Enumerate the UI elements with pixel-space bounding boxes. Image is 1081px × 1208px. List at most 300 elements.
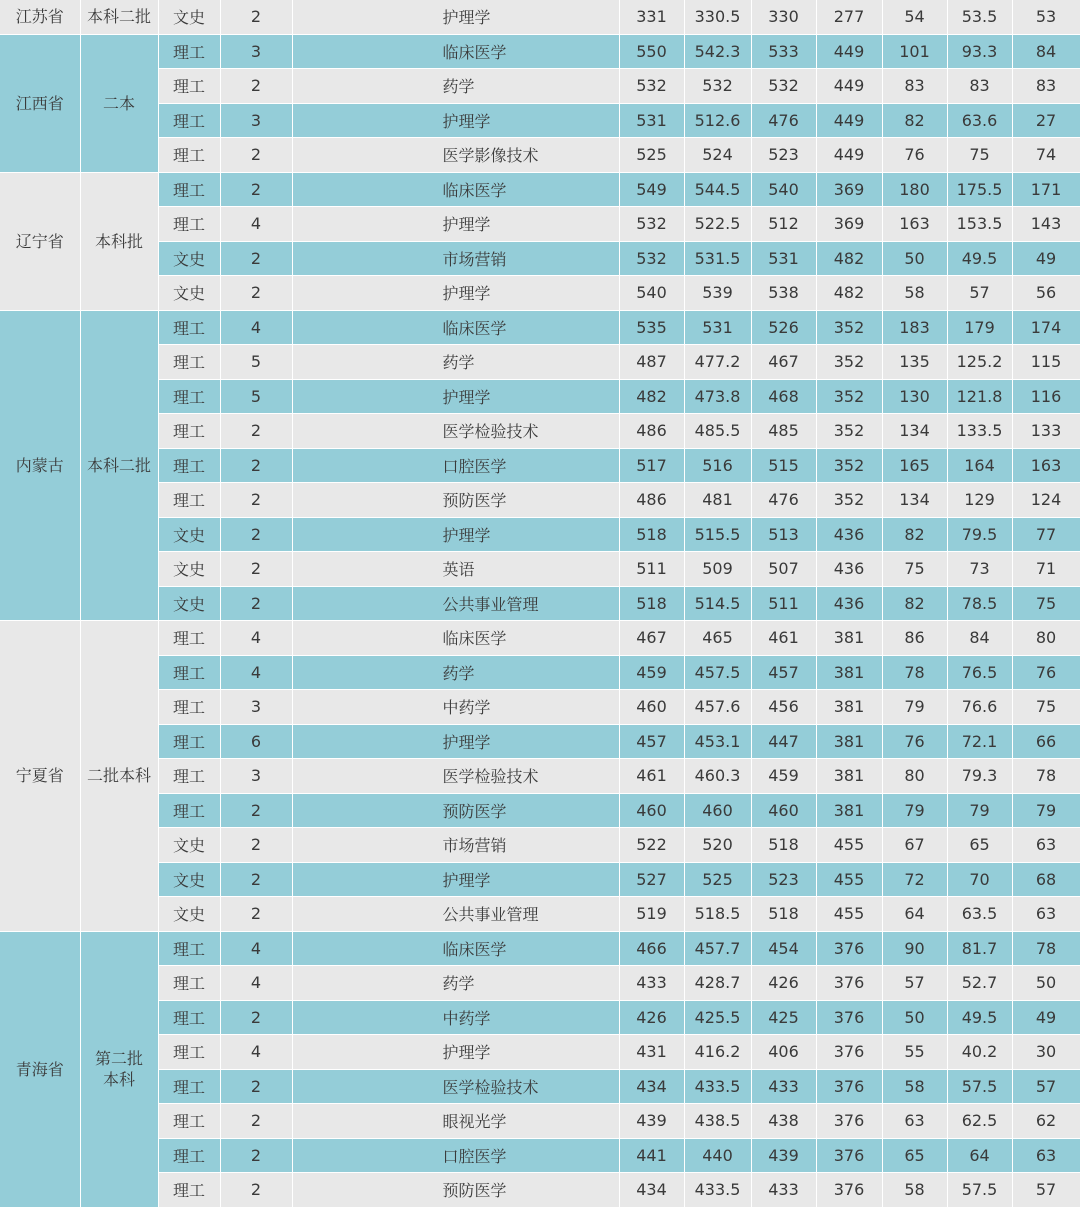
- min-score-cell: 518: [751, 897, 816, 932]
- max-diff-cell: 183: [882, 310, 947, 345]
- track-cell: 理工: [158, 345, 220, 380]
- plan-count-cell: 5: [220, 345, 292, 380]
- max-score-cell: 518: [619, 517, 684, 552]
- track-cell: 文史: [158, 586, 220, 621]
- table-row: [0, 552, 1080, 587]
- track-cell: 理工: [158, 1104, 220, 1139]
- major-label: 护理学: [442, 215, 491, 235]
- plan-count-cell: 2: [220, 448, 292, 483]
- avg-diff-cell: 179: [947, 310, 1012, 345]
- major-cell: [292, 552, 619, 587]
- control-line-cell: 381: [816, 759, 882, 794]
- min-diff-cell: 76: [1012, 655, 1080, 690]
- avg-diff-cell: 52.7: [947, 966, 1012, 1001]
- major-cell: [292, 966, 619, 1001]
- max-diff-cell: 82: [882, 586, 947, 621]
- max-diff-cell: 135: [882, 345, 947, 380]
- control-line-cell: 381: [816, 621, 882, 656]
- province-cell: 江西省: [0, 34, 80, 172]
- major-cell: [292, 1138, 619, 1173]
- min-score-cell: 533: [751, 34, 816, 69]
- avg-diff-cell: 79.5: [947, 517, 1012, 552]
- major-label: 口腔医学: [442, 1146, 507, 1166]
- control-line-cell: 449: [816, 34, 882, 69]
- major-cell: [292, 690, 619, 725]
- control-line-cell: 376: [816, 1138, 882, 1173]
- avg-diff-cell: 64: [947, 1138, 1012, 1173]
- min-score-cell: 468: [751, 379, 816, 414]
- max-diff-cell: 72: [882, 862, 947, 897]
- max-score-cell: 540: [619, 276, 684, 311]
- track-cell: 理工: [158, 483, 220, 518]
- major-cell: [292, 34, 619, 69]
- control-line-cell: 449: [816, 69, 882, 104]
- max-score-cell: 522: [619, 828, 684, 863]
- max-score-cell: 459: [619, 655, 684, 690]
- province-cell: 内蒙古: [0, 310, 80, 621]
- min-score-cell: 476: [751, 483, 816, 518]
- track-cell: 理工: [158, 172, 220, 207]
- major-label: 医学检验技术: [442, 422, 539, 442]
- avg-score-cell: 522.5: [684, 207, 751, 242]
- min-score-cell: 330: [751, 0, 816, 34]
- plan-count-cell: 4: [220, 655, 292, 690]
- control-line-cell: 277: [816, 0, 882, 34]
- avg-diff-cell: 129: [947, 483, 1012, 518]
- max-score-cell: 549: [619, 172, 684, 207]
- max-score-cell: 457: [619, 724, 684, 759]
- control-line-cell: 381: [816, 793, 882, 828]
- major-label: 市场营销: [442, 836, 507, 856]
- table-row: [0, 1069, 1080, 1104]
- min-diff-cell: 71: [1012, 552, 1080, 587]
- major-label: 药学: [442, 353, 475, 373]
- min-diff-cell: 49: [1012, 1000, 1080, 1035]
- min-diff-cell: 53: [1012, 0, 1080, 34]
- min-diff-cell: 68: [1012, 862, 1080, 897]
- major-label: 临床医学: [442, 939, 507, 959]
- max-diff-cell: 82: [882, 103, 947, 138]
- avg-score-cell: 531.5: [684, 241, 751, 276]
- major-label: 口腔医学: [442, 456, 507, 476]
- plan-count-cell: 5: [220, 379, 292, 414]
- major-label: 医学检验技术: [442, 767, 539, 787]
- table-row: [0, 759, 1080, 794]
- min-diff-cell: 63: [1012, 828, 1080, 863]
- batch-cell: 本科批: [80, 172, 158, 310]
- min-score-cell: 447: [751, 724, 816, 759]
- avg-score-cell: 330.5: [684, 0, 751, 34]
- major-cell: [292, 1173, 619, 1208]
- max-score-cell: 518: [619, 586, 684, 621]
- min-score-cell: 538: [751, 276, 816, 311]
- max-score-cell: 461: [619, 759, 684, 794]
- max-diff-cell: 86: [882, 621, 947, 656]
- track-cell: 理工: [158, 207, 220, 242]
- major-cell: [292, 345, 619, 380]
- plan-count-cell: 2: [220, 414, 292, 449]
- min-diff-cell: 75: [1012, 690, 1080, 725]
- max-diff-cell: 58: [882, 276, 947, 311]
- plan-count-cell: 6: [220, 724, 292, 759]
- control-line-cell: 352: [816, 483, 882, 518]
- avg-score-cell: 473.8: [684, 379, 751, 414]
- plan-count-cell: 2: [220, 1069, 292, 1104]
- min-diff-cell: 63: [1012, 897, 1080, 932]
- avg-score-cell: 440: [684, 1138, 751, 1173]
- track-cell: 理工: [158, 966, 220, 1001]
- min-diff-cell: 66: [1012, 724, 1080, 759]
- plan-count-cell: 2: [220, 69, 292, 104]
- max-score-cell: 433: [619, 966, 684, 1001]
- track-cell: 文史: [158, 862, 220, 897]
- major-label: 市场营销: [442, 249, 507, 269]
- min-score-cell: 467: [751, 345, 816, 380]
- track-cell: 理工: [158, 103, 220, 138]
- max-score-cell: 434: [619, 1173, 684, 1208]
- max-score-cell: 532: [619, 241, 684, 276]
- table-row: [0, 448, 1080, 483]
- table-row: [0, 862, 1080, 897]
- major-cell: [292, 793, 619, 828]
- major-label: 护理学: [442, 111, 491, 131]
- track-cell: 理工: [158, 655, 220, 690]
- avg-score-cell: 525: [684, 862, 751, 897]
- max-score-cell: 431: [619, 1035, 684, 1070]
- avg-score-cell: 416.2: [684, 1035, 751, 1070]
- major-cell: [292, 828, 619, 863]
- min-diff-cell: 27: [1012, 103, 1080, 138]
- province-cell: 青海省: [0, 931, 80, 1207]
- min-diff-cell: 80: [1012, 621, 1080, 656]
- avg-score-cell: 539: [684, 276, 751, 311]
- track-cell: 文史: [158, 517, 220, 552]
- max-score-cell: 487: [619, 345, 684, 380]
- plan-count-cell: 2: [220, 586, 292, 621]
- plan-count-cell: 2: [220, 1173, 292, 1208]
- min-score-cell: 454: [751, 931, 816, 966]
- major-label: 临床医学: [442, 180, 507, 200]
- major-cell: [292, 724, 619, 759]
- major-label: 医学检验技术: [442, 1077, 539, 1097]
- track-cell: 理工: [158, 759, 220, 794]
- avg-diff-cell: 153.5: [947, 207, 1012, 242]
- major-label: 公共事业管理: [442, 594, 539, 614]
- control-line-cell: 376: [816, 1000, 882, 1035]
- avg-diff-cell: 133.5: [947, 414, 1012, 449]
- min-score-cell: 460: [751, 793, 816, 828]
- avg-score-cell: 518.5: [684, 897, 751, 932]
- control-line-cell: 381: [816, 655, 882, 690]
- major-cell: [292, 586, 619, 621]
- table-row: [0, 793, 1080, 828]
- batch-cell: 二本: [80, 34, 158, 172]
- table-row: [0, 276, 1080, 311]
- table-row: [0, 1035, 1080, 1070]
- min-diff-cell: 79: [1012, 793, 1080, 828]
- major-label: 中药学: [442, 1008, 491, 1028]
- track-cell: 文史: [158, 828, 220, 863]
- plan-count-cell: 4: [220, 966, 292, 1001]
- max-score-cell: 460: [619, 690, 684, 725]
- max-diff-cell: 58: [882, 1173, 947, 1208]
- major-cell: [292, 448, 619, 483]
- plan-count-cell: 2: [220, 1000, 292, 1035]
- max-score-cell: 511: [619, 552, 684, 587]
- avg-score-cell: 460.3: [684, 759, 751, 794]
- min-score-cell: 523: [751, 862, 816, 897]
- major-label: 临床医学: [442, 629, 507, 649]
- avg-diff-cell: 57.5: [947, 1069, 1012, 1104]
- min-score-cell: 459: [751, 759, 816, 794]
- avg-score-cell: 524: [684, 138, 751, 173]
- avg-diff-cell: 53.5: [947, 0, 1012, 34]
- major-cell: [292, 621, 619, 656]
- major-cell: [292, 483, 619, 518]
- major-cell: [292, 897, 619, 932]
- track-cell: 文史: [158, 241, 220, 276]
- max-diff-cell: 76: [882, 724, 947, 759]
- avg-score-cell: 460: [684, 793, 751, 828]
- max-score-cell: 550: [619, 34, 684, 69]
- max-score-cell: 535: [619, 310, 684, 345]
- plan-count-cell: 2: [220, 897, 292, 932]
- track-cell: 文史: [158, 0, 220, 34]
- control-line-cell: 455: [816, 897, 882, 932]
- table-row: [0, 517, 1080, 552]
- avg-diff-cell: 65: [947, 828, 1012, 863]
- major-cell: [292, 759, 619, 794]
- max-diff-cell: 75: [882, 552, 947, 587]
- plan-count-cell: 2: [220, 517, 292, 552]
- control-line-cell: 376: [816, 1104, 882, 1139]
- avg-diff-cell: 84: [947, 621, 1012, 656]
- avg-score-cell: 520: [684, 828, 751, 863]
- plan-count-cell: 2: [220, 0, 292, 34]
- major-label: 预防医学: [442, 801, 507, 821]
- max-diff-cell: 79: [882, 690, 947, 725]
- min-diff-cell: 77: [1012, 517, 1080, 552]
- avg-score-cell: 512.6: [684, 103, 751, 138]
- avg-diff-cell: 57: [947, 276, 1012, 311]
- track-cell: 理工: [158, 1069, 220, 1104]
- table-row: [0, 586, 1080, 621]
- max-diff-cell: 65: [882, 1138, 947, 1173]
- table-row: [0, 828, 1080, 863]
- max-diff-cell: 55: [882, 1035, 947, 1070]
- major-label: 临床医学: [442, 318, 507, 338]
- track-cell: 理工: [158, 138, 220, 173]
- table-row: [0, 1173, 1080, 1208]
- track-cell: 理工: [158, 931, 220, 966]
- max-diff-cell: 165: [882, 448, 947, 483]
- plan-count-cell: 2: [220, 793, 292, 828]
- avg-score-cell: 465: [684, 621, 751, 656]
- min-score-cell: 406: [751, 1035, 816, 1070]
- plan-count-cell: 2: [220, 241, 292, 276]
- major-cell: [292, 931, 619, 966]
- major-cell: [292, 172, 619, 207]
- min-score-cell: 511: [751, 586, 816, 621]
- avg-diff-cell: 78.5: [947, 586, 1012, 621]
- avg-diff-cell: 175.5: [947, 172, 1012, 207]
- avg-score-cell: 425.5: [684, 1000, 751, 1035]
- table-row: [0, 172, 1080, 207]
- track-cell: 理工: [158, 310, 220, 345]
- avg-diff-cell: 57.5: [947, 1173, 1012, 1208]
- avg-diff-cell: 75: [947, 138, 1012, 173]
- plan-count-cell: 4: [220, 931, 292, 966]
- avg-score-cell: 438.5: [684, 1104, 751, 1139]
- table-row: [0, 310, 1080, 345]
- max-diff-cell: 50: [882, 1000, 947, 1035]
- plan-count-cell: 4: [220, 207, 292, 242]
- plan-count-cell: 4: [220, 621, 292, 656]
- max-diff-cell: 163: [882, 207, 947, 242]
- avg-score-cell: 544.5: [684, 172, 751, 207]
- min-score-cell: 513: [751, 517, 816, 552]
- min-diff-cell: 62: [1012, 1104, 1080, 1139]
- max-score-cell: 439: [619, 1104, 684, 1139]
- major-label: 眼视光学: [442, 1112, 507, 1132]
- major-cell: [292, 138, 619, 173]
- plan-count-cell: 2: [220, 1138, 292, 1173]
- table-row: [0, 897, 1080, 932]
- batch-cell: 第二批 本科: [80, 931, 158, 1207]
- control-line-cell: 436: [816, 552, 882, 587]
- avg-score-cell: 532: [684, 69, 751, 104]
- min-diff-cell: 143: [1012, 207, 1080, 242]
- avg-score-cell: 477.2: [684, 345, 751, 380]
- control-line-cell: 369: [816, 172, 882, 207]
- table-row: [0, 241, 1080, 276]
- max-score-cell: 426: [619, 1000, 684, 1035]
- max-diff-cell: 54: [882, 0, 947, 34]
- max-score-cell: 331: [619, 0, 684, 34]
- max-score-cell: 486: [619, 483, 684, 518]
- table-row: [0, 0, 1080, 34]
- track-cell: 理工: [158, 34, 220, 69]
- max-diff-cell: 67: [882, 828, 947, 863]
- avg-score-cell: 481: [684, 483, 751, 518]
- avg-diff-cell: 79.3: [947, 759, 1012, 794]
- plan-count-cell: 4: [220, 1035, 292, 1070]
- control-line-cell: 352: [816, 379, 882, 414]
- avg-score-cell: 453.1: [684, 724, 751, 759]
- max-score-cell: 525: [619, 138, 684, 173]
- major-label: 预防医学: [442, 491, 507, 511]
- control-line-cell: 449: [816, 103, 882, 138]
- avg-diff-cell: 49.5: [947, 241, 1012, 276]
- control-line-cell: 436: [816, 517, 882, 552]
- max-diff-cell: 58: [882, 1069, 947, 1104]
- min-diff-cell: 84: [1012, 34, 1080, 69]
- min-score-cell: 438: [751, 1104, 816, 1139]
- plan-count-cell: 3: [220, 103, 292, 138]
- max-score-cell: 466: [619, 931, 684, 966]
- min-score-cell: 457: [751, 655, 816, 690]
- min-score-cell: 485: [751, 414, 816, 449]
- track-cell: 理工: [158, 1138, 220, 1173]
- control-line-cell: 352: [816, 414, 882, 449]
- min-diff-cell: 75: [1012, 586, 1080, 621]
- min-diff-cell: 116: [1012, 379, 1080, 414]
- avg-diff-cell: 125.2: [947, 345, 1012, 380]
- avg-diff-cell: 73: [947, 552, 1012, 587]
- min-diff-cell: 115: [1012, 345, 1080, 380]
- avg-score-cell: 516: [684, 448, 751, 483]
- max-diff-cell: 83: [882, 69, 947, 104]
- table-row: [0, 1104, 1080, 1139]
- major-cell: [292, 655, 619, 690]
- major-cell: [292, 241, 619, 276]
- major-cell: [292, 517, 619, 552]
- track-cell: 文史: [158, 552, 220, 587]
- plan-count-cell: 4: [220, 310, 292, 345]
- major-label: 公共事业管理: [442, 905, 539, 925]
- major-label: 中药学: [442, 698, 491, 718]
- control-line-cell: 449: [816, 138, 882, 173]
- major-label: 药学: [442, 663, 475, 683]
- control-line-cell: 352: [816, 345, 882, 380]
- plan-count-cell: 2: [220, 828, 292, 863]
- table-row: [0, 724, 1080, 759]
- major-cell: [292, 1035, 619, 1070]
- table-row: [0, 1000, 1080, 1035]
- province-cell: 宁夏省: [0, 621, 80, 932]
- avg-score-cell: 433.5: [684, 1069, 751, 1104]
- control-line-cell: 352: [816, 310, 882, 345]
- table-row: [0, 655, 1080, 690]
- avg-diff-cell: 93.3: [947, 34, 1012, 69]
- avg-score-cell: 514.5: [684, 586, 751, 621]
- max-score-cell: 532: [619, 69, 684, 104]
- max-diff-cell: 50: [882, 241, 947, 276]
- control-line-cell: 381: [816, 690, 882, 725]
- avg-score-cell: 515.5: [684, 517, 751, 552]
- track-cell: 文史: [158, 897, 220, 932]
- track-cell: 理工: [158, 448, 220, 483]
- major-label: 护理学: [442, 525, 491, 545]
- major-cell: [292, 103, 619, 138]
- min-diff-cell: 50: [1012, 966, 1080, 1001]
- control-line-cell: 376: [816, 966, 882, 1001]
- major-cell: [292, 207, 619, 242]
- min-score-cell: 476: [751, 103, 816, 138]
- track-cell: 理工: [158, 414, 220, 449]
- avg-diff-cell: 70: [947, 862, 1012, 897]
- major-label: 临床医学: [442, 42, 507, 62]
- control-line-cell: 376: [816, 931, 882, 966]
- major-label: 护理学: [442, 1043, 491, 1063]
- plan-count-cell: 2: [220, 276, 292, 311]
- max-score-cell: 519: [619, 897, 684, 932]
- max-score-cell: 517: [619, 448, 684, 483]
- track-cell: 理工: [158, 69, 220, 104]
- min-diff-cell: 163: [1012, 448, 1080, 483]
- avg-diff-cell: 40.2: [947, 1035, 1012, 1070]
- major-label: 护理学: [442, 732, 491, 752]
- avg-score-cell: 457.7: [684, 931, 751, 966]
- control-line-cell: 436: [816, 586, 882, 621]
- max-score-cell: 486: [619, 414, 684, 449]
- avg-diff-cell: 49.5: [947, 1000, 1012, 1035]
- control-line-cell: 482: [816, 276, 882, 311]
- min-score-cell: 523: [751, 138, 816, 173]
- avg-score-cell: 457.6: [684, 690, 751, 725]
- max-score-cell: 531: [619, 103, 684, 138]
- track-cell: 理工: [158, 724, 220, 759]
